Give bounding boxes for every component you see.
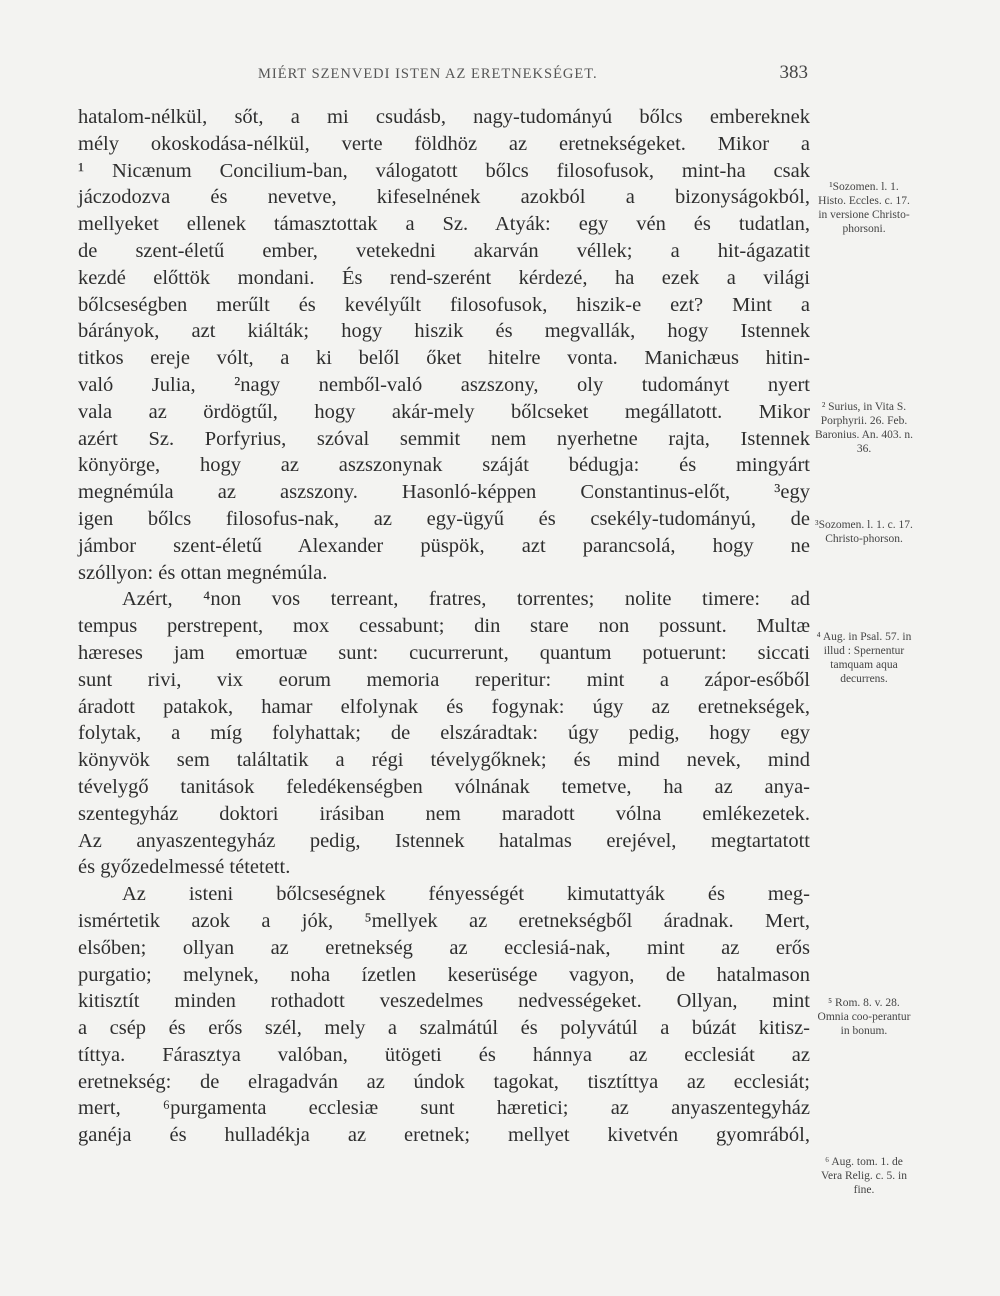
text-line: ganéja és hulladékja az eretnek; mellyet kivetvén gyomrából, [78, 1124, 810, 1147]
text-line: hæreses jam emortuæ sunt: cucurrerunt, quantum potuerunt: siccati [78, 641, 810, 664]
text-line: kitisztít minden rothadott veszedelmes nedvességeket. Ollyan, mint [78, 990, 810, 1013]
text-line: azért Sz. Porfyrius, szóval semmit nem nyerhetne rajta, Istennek [78, 427, 810, 450]
text-line: könyvök sem találtatik a régi tévelygőknek; és mind nevek, mind [78, 749, 810, 772]
text-line: a csép és erős szél, mely a szalmátúl és polyvátúl a búzát kitisz- [78, 1017, 810, 1040]
page-number: 383 [779, 62, 808, 83]
text-line: de szent-életű ember, vetekedni akarván véllek; a hit-ágazatit [78, 239, 810, 262]
text-line: mély okoskodása-nélkül, verte földhöz az eretnekségeket. Mikor a [78, 132, 810, 155]
text-line: tempus perstrepent, mox cessabunt; din stare non possunt. Multæ [78, 615, 810, 638]
text-line: hatalom-nélkül, sőt, a mi csudásb, nagy-tudományú bőlcs embereknek [78, 106, 810, 128]
page-header [78, 62, 810, 92]
text-line: bőlcseségben merűlt és kevélyűlt filosofusok, hiszik-e ezt? Mint a [78, 293, 810, 316]
text-line: való Julia, ²nagy nemből-való aszszony, oly tudományt nyert [78, 373, 810, 396]
margin-note: ³Sozomen. l. 1. c. 17. Christo-phorson. [815, 519, 913, 545]
text-line: bárányok, azt kiálták; hogy hiszik és megvallák, hogy Istennek [78, 320, 810, 343]
text-line: títtya. Fárasztya valóban, ütögeti és hánnya az ecclesiát az [78, 1043, 810, 1066]
text-line: purgatio; melynek, noha ízetlen keserüsége vagyon, de hatalmason [78, 963, 810, 986]
text-line: elsőben; ollyan az eretnekség az ecclesiá-nak, mint az erős [78, 936, 810, 959]
margin-note: ⁵ Rom. 8. v. 28. Omnia coo-perantur in bonum. [817, 997, 911, 1037]
margin-note: ² Surius, in Vita S. Porphyrii. 26. Feb. Baronius. An. 403. n. 36. [814, 401, 914, 455]
text-line: ismértetik azok a jók, ⁵mellyek az eretnekségből áradnak. Mert, [78, 909, 810, 932]
text-line: jámbor szent-életű Alexander püspök, azt parancsolá, hogy ne [78, 534, 810, 557]
text-line: könyörge, hogy az aszszonynak száját bédugja: és mingyárt [78, 454, 810, 477]
text-line: mert, ⁶purgamenta ecclesiæ sunt hæretici; az anyaszentegyház [78, 1097, 810, 1120]
text-line: Az anyaszentegyház pedig, Istennek hatalmas erejével, megtartatott [78, 829, 810, 852]
margin-note: ¹Sozomen. l. 1. Histo. Eccles. c. 17. in versione Christo-phorsoni. [818, 181, 910, 235]
text-line: szentegyház doktori irásiban nem maradott vólna emlékezetek. [78, 802, 810, 825]
text-line: mellyeket ellenek támasztottak a Sz. Atyák: egy vén és tudatlan, [78, 213, 810, 236]
text-line: eretnekség: de elragadván az úndok tagokat, tisztíttya az ecclesiát; [78, 1070, 810, 1093]
text-line: Azért, ⁴non vos terreant, fratres, torrentes; nolite timere: ad [122, 588, 810, 611]
text-line: vala az ördögtűl, hogy akár-mely bőlcseket megállatott. Mikor [78, 400, 810, 423]
text-line: szóllyon: és ottan megnémúla. [78, 561, 328, 584]
margin-note: ⁶ Aug. tom. 1. de Vera Relig. c. 5. in fine. [821, 1156, 907, 1196]
text-line: sunt rivi, vix eorum memoria reperitur: mint a zápor-esőből [78, 668, 810, 691]
text-line: folytak, a míg folyhattak; de elszáradtak: úgy pedig, hogy egy [78, 722, 810, 745]
running-head: MIÉRT SZENVEDI ISTEN AZ ERETNEKSÉGET. [258, 66, 598, 82]
text-line: Az isteni bőlcseségnek fényességét kimutattyák és meg- [122, 883, 810, 906]
text-line: megnémúla az aszszony. Hasonló-képpen Constantinus-előt, ³egy [78, 481, 810, 504]
body-text [78, 104, 810, 1149]
text-line: ¹ Nicænum Concilium-ban, válogatott bőlcs filosofusok, mint-ha csak [78, 159, 810, 182]
text-line: tévelygő tanitások feledékenségben vólnának temetve, ha az anya- [78, 775, 810, 798]
text-line: igen bőlcs filosofus-nak, az egy-ügyű és csekély-tudományú, de [78, 507, 810, 530]
text-line: kezdé előttök mondani. És rend-szerént kérdezé, ha ezek a világi [78, 266, 810, 289]
text-line: jáczodozva és nevetve, kifeselnének azokból a bizonyságokból, [78, 186, 810, 209]
text-line: áradott patakok, hamar elfolynak és fogynak: úgy az eretnekségek, [78, 695, 810, 718]
text-line: titkos ereje vólt, a ki belől őket hitelre vonta. Manichæus hitin- [78, 347, 810, 370]
text-line: és győzedelmessé tétetett. [78, 856, 291, 879]
margin-note: ⁴ Aug. in Psal. 57. in illud : Spernentur tamquam aqua decurrens. [816, 631, 912, 685]
